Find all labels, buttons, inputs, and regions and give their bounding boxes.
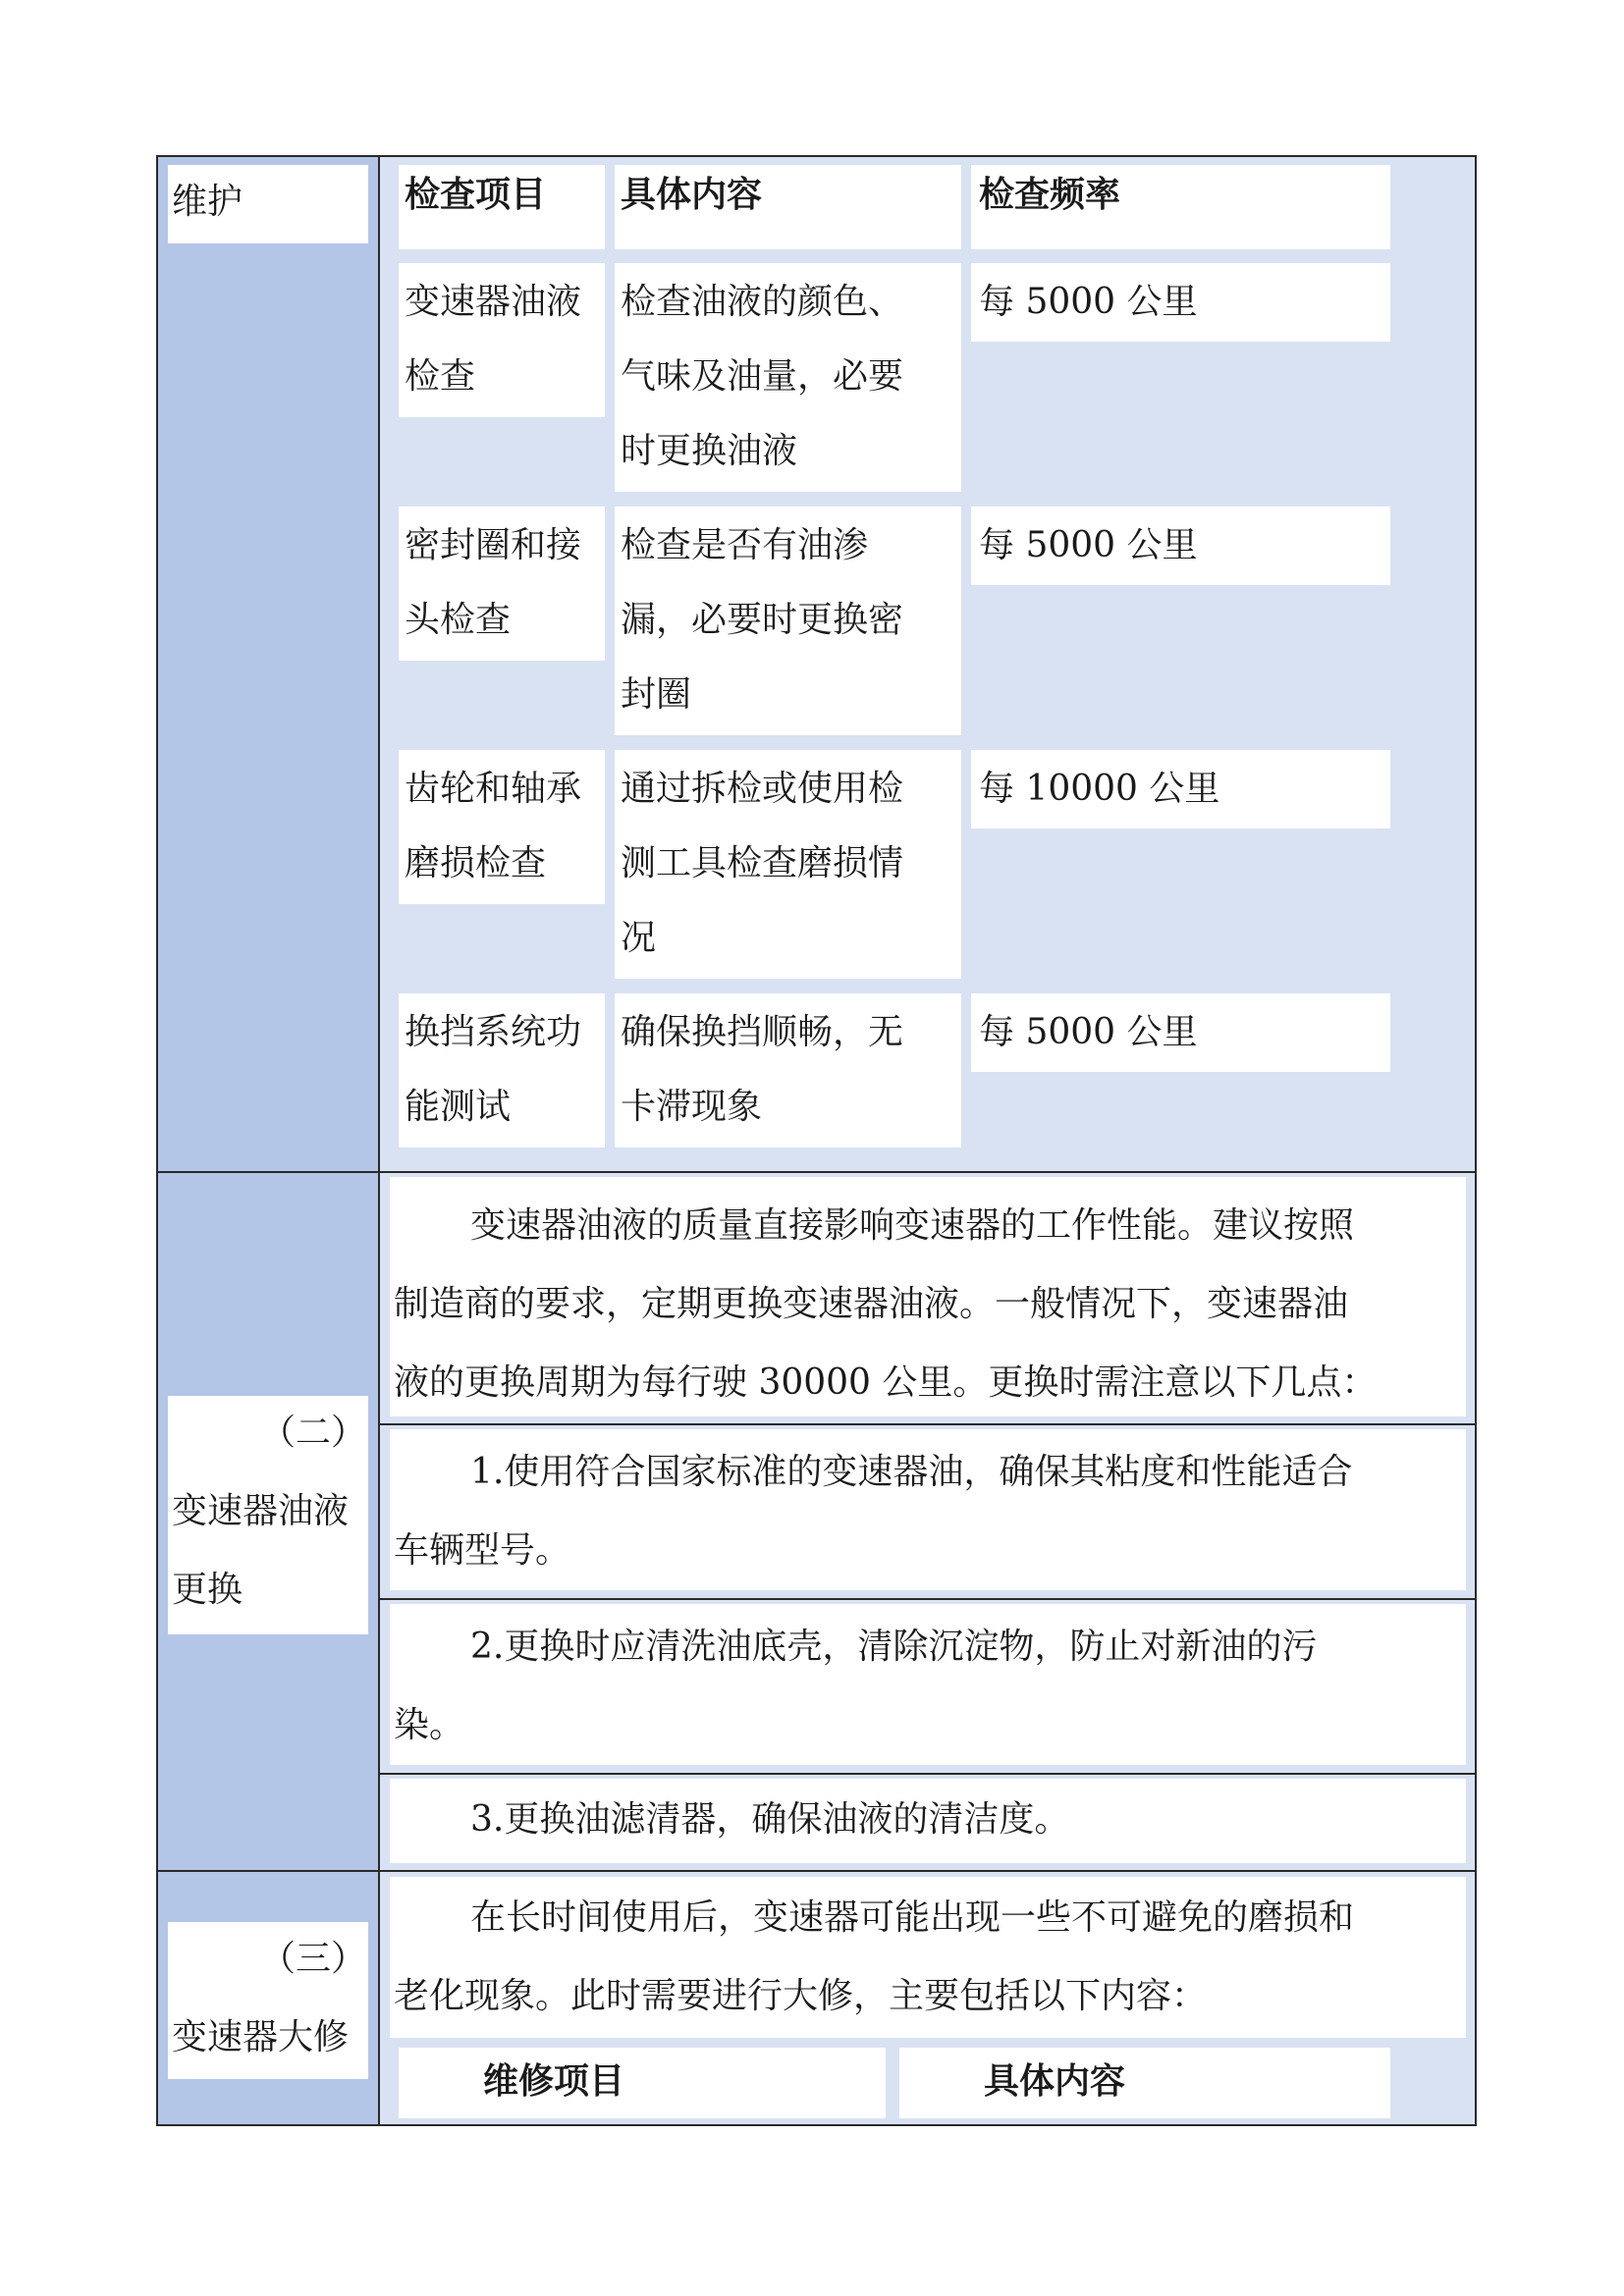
section3-header-content-cell — [899, 2048, 1390, 2118]
section2-point-1-line-1: 1.使用符合国家标准的变速器油，确保其粘度和性能适合 — [470, 1452, 1353, 1492]
row-divider-2 — [158, 1870, 1475, 1872]
row-4-item-line-2: 能测试 — [405, 1087, 512, 1127]
section3-label-line-1: （三） — [260, 1939, 367, 1979]
row-1-content-line-2: 气味及油量，必要 — [621, 356, 904, 397]
section2-label-line-3: 更换 — [172, 1570, 244, 1610]
section3-label-line-2: 变速器大修 — [172, 2017, 350, 2057]
header-content: 具体内容 — [621, 174, 763, 215]
table-row-1-content — [615, 263, 961, 492]
row-3-item-line-2: 磨损检查 — [405, 843, 547, 883]
column-divider — [378, 157, 380, 2124]
row-4-content-line-2: 卡滞现象 — [621, 1087, 763, 1127]
table-row-4-item — [399, 993, 605, 1148]
row-divider-1 — [158, 1171, 1475, 1173]
row-1-content-line-1: 检查油液的颜色、 — [621, 282, 904, 322]
section3-header-content: 具体内容 — [984, 2060, 1126, 2102]
header-item: 检查项目 — [405, 174, 547, 215]
row-3-content-line-3: 况 — [621, 918, 657, 958]
row-1-content-line-3: 时更换油液 — [621, 431, 798, 471]
section2-intro-line-3: 液的更换周期为每行驶 30000 公里。更换时需注意以下几点： — [394, 1362, 1378, 1403]
section2-label-cell — [168, 1396, 368, 1634]
section2-label-line-1: （二） — [260, 1413, 367, 1453]
section2-intro-line-2: 制造商的要求，定期更换变速器油液。一般情况下，变速器油 — [394, 1284, 1349, 1324]
row-3-content-line-2: 测工具检查磨损情 — [621, 843, 904, 883]
header-freq-cell — [971, 165, 1390, 249]
section2-point-2-box — [390, 1604, 1466, 1765]
header-item-cell — [399, 165, 605, 249]
table-row-3-freq — [971, 750, 1390, 828]
table-row-3-content — [615, 750, 961, 979]
section2-intro-line-1: 变速器油液的质量直接影响变速器的工作性能。建议按照 — [470, 1205, 1355, 1246]
row-1-item-line-2: 检查 — [405, 356, 476, 397]
inner-divider-c — [380, 1773, 1475, 1775]
left-column-bg — [158, 157, 378, 2124]
row-3-item-line-1: 齿轮和轴承 — [405, 769, 582, 809]
row-1-item-line-1: 变速器油液 — [405, 282, 582, 322]
section1-label-cell — [168, 165, 368, 243]
row-2-content-line-1: 检查是否有油渗 — [621, 525, 869, 565]
row-2-frequency: 每 5000 公里 — [979, 525, 1198, 565]
inner-divider-b — [380, 1598, 1475, 1600]
section3-header-item-cell — [399, 2048, 886, 2118]
section2-label-line-2: 变速器油液 — [172, 1491, 350, 1531]
table-row-1-item — [399, 263, 605, 417]
section2-point-1-line-2: 车辆型号。 — [394, 1530, 571, 1571]
section3-intro-box — [390, 1877, 1466, 2038]
table-row-2-content — [615, 507, 961, 735]
section3-header-item: 维修项目 — [483, 2060, 625, 2102]
section2-intro-box — [390, 1177, 1466, 1416]
inner-divider-a — [380, 1423, 1475, 1425]
header-content-cell — [615, 165, 961, 249]
section3-label-cell — [168, 1922, 368, 2079]
row-2-content-line-2: 漏，必要时更换密 — [621, 600, 904, 640]
row-4-item-line-1: 换挡系统功 — [405, 1012, 582, 1052]
table-row-2-item — [399, 507, 605, 661]
row-4-content-line-1: 确保换挡顺畅，无 — [621, 1012, 904, 1052]
row-2-content-line-3: 封圈 — [621, 674, 692, 715]
header-frequency: 检查频率 — [979, 174, 1121, 215]
row-2-item-line-1: 密封圈和接 — [405, 525, 582, 565]
section2-point-2-line-2: 染。 — [394, 1705, 465, 1745]
section2-point-1-box — [390, 1429, 1466, 1590]
table-row-2-freq — [971, 507, 1390, 585]
table-row-3-item — [399, 750, 605, 904]
section2-point-2-line-1: 2.更换时应清洗油底壳，清除沉淀物，防止对新油的污 — [470, 1627, 1318, 1667]
table-row-4-freq — [971, 993, 1390, 1072]
row-3-frequency: 每 10000 公里 — [979, 769, 1220, 809]
row-4-frequency: 每 5000 公里 — [979, 1012, 1198, 1052]
table-row-4-content — [615, 993, 961, 1148]
row-3-content-line-1: 通过拆检或使用检 — [621, 769, 904, 809]
row-1-frequency: 每 5000 公里 — [979, 282, 1198, 322]
section3-intro-line-1: 在长时间使用后，变速器可能出现一些不可避免的磨损和 — [470, 1897, 1355, 1938]
section1-label: 维护 — [172, 182, 244, 222]
section2-point-3-box — [390, 1779, 1466, 1863]
section3-intro-line-2: 老化现象。此时需要进行大修，主要包括以下内容： — [394, 1976, 1208, 2016]
section2-point-3-line-1: 3.更换油滤清器，确保油液的清洁度。 — [470, 1799, 1070, 1840]
row-2-item-line-2: 头检查 — [405, 600, 512, 640]
table-row-1-freq — [971, 263, 1390, 342]
